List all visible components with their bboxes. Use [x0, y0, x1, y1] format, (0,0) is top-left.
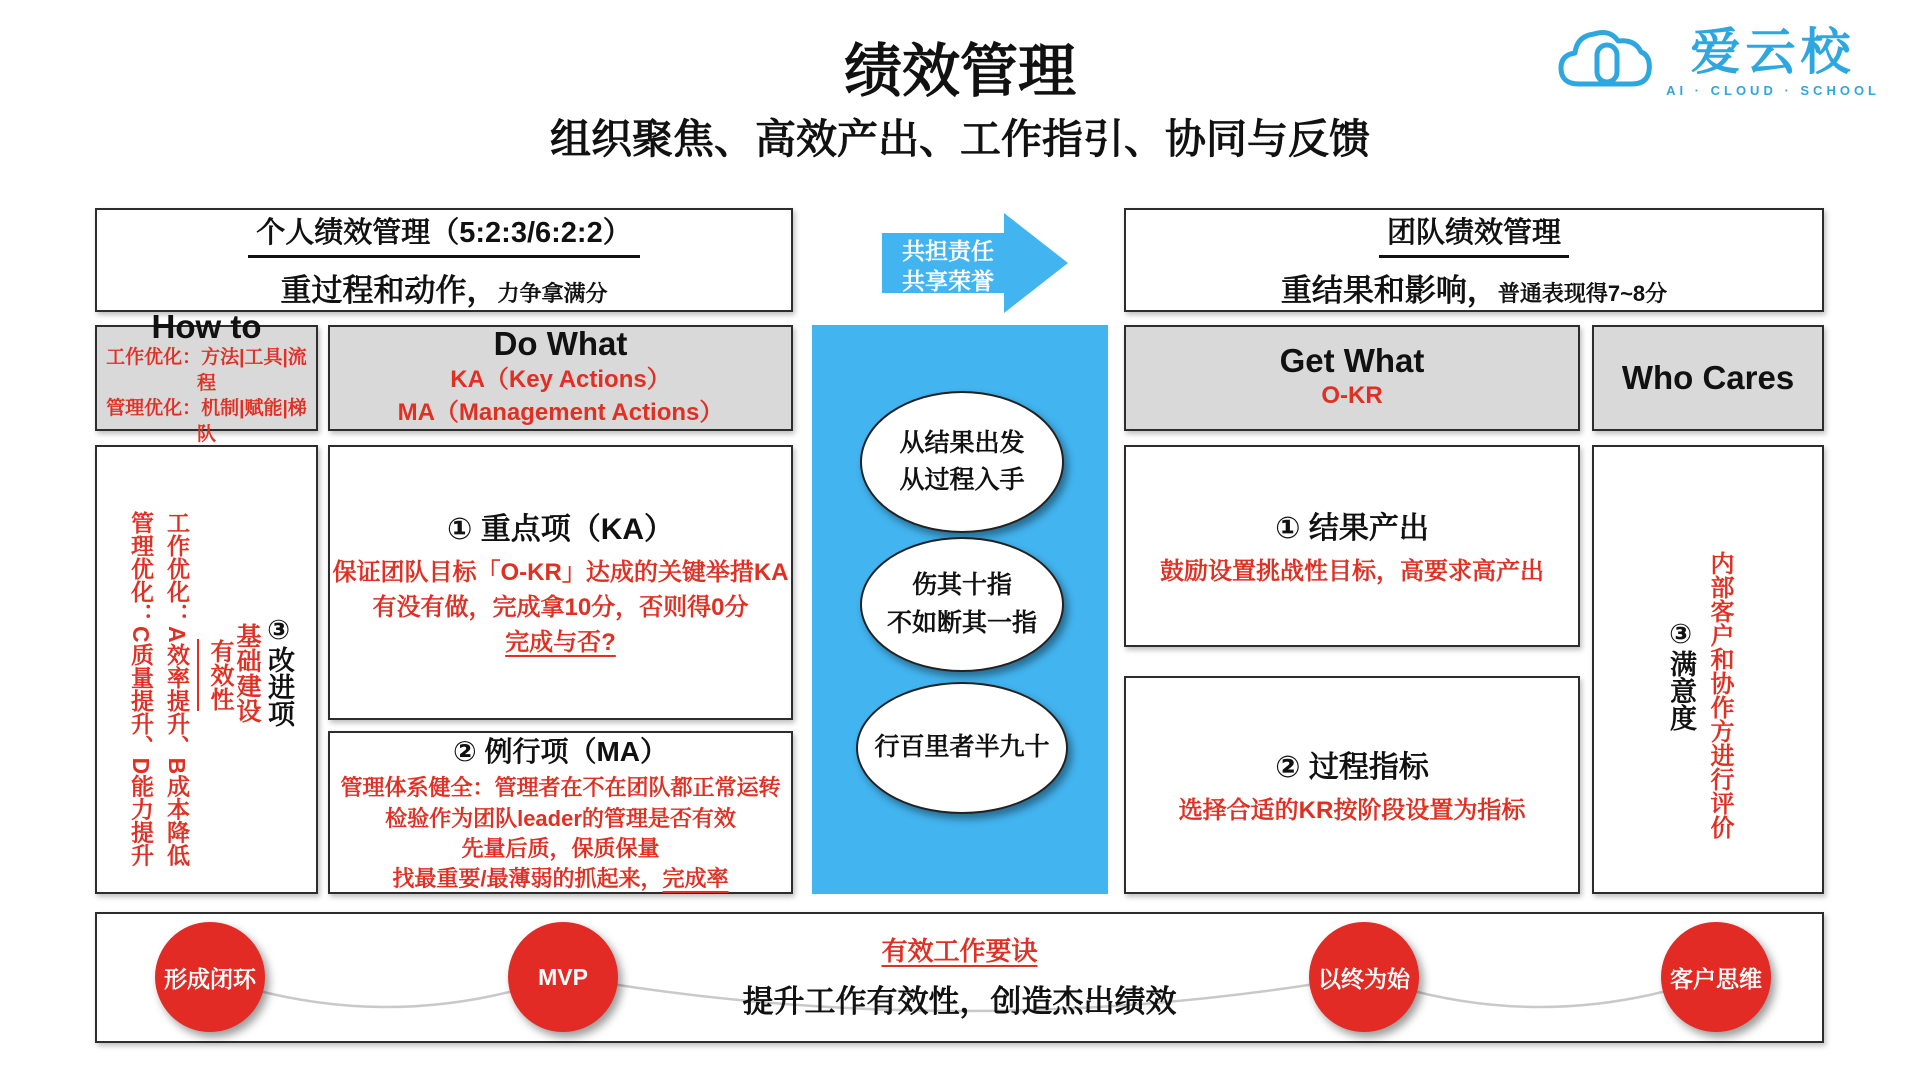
team-sub-strong: 重结果和影响， — [1280, 273, 1498, 308]
ma-line2: 检验作为团队leader的管理是否有效 — [385, 805, 736, 831]
circle-mvp: MVP — [508, 922, 618, 1032]
page-subtitle: 组织聚焦、高效产出、工作指引、协同与反馈 — [550, 116, 1370, 162]
personal-sub-note: 力争拿满分 — [497, 281, 608, 306]
ma-line4 — [392, 864, 728, 894]
how-to-body-box — [95, 445, 318, 894]
brand-name: 爱云校 — [1690, 24, 1856, 80]
team-performance-heading: 团队绩效管理 — [1379, 210, 1569, 258]
header-how-to — [95, 307, 318, 445]
arrow-line2: 共享荣誉 — [902, 268, 994, 295]
header-do-what — [328, 325, 793, 431]
brand-logo — [1554, 20, 1880, 105]
circle-closed-loop: 形成闭环 — [155, 922, 265, 1032]
personal-performance-heading: 个人绩效管理（5:2:3/6:2:2） — [248, 210, 639, 258]
how-to-title: How to — [151, 307, 262, 345]
ma-title: ② 例行项（MA） — [452, 736, 669, 768]
team-performance-sub — [1281, 265, 1667, 310]
how-to-foundation: 基础建设 — [233, 623, 261, 723]
principle-bubble-1 — [860, 391, 1064, 533]
process-indicator-box — [1124, 676, 1580, 894]
how-to-line1: 工作优化：方法|工具|流程 — [106, 346, 307, 394]
bottom-headline: 有效工作要诀 — [881, 936, 1038, 966]
ka-line1: 保证团队目标「O-KR」达成的关键举措KA — [332, 559, 789, 587]
ka-line3-underlined: 完成与否? — [505, 628, 616, 656]
team-sub-note: 普通表现得7~8分 — [1497, 281, 1668, 306]
bubble3-line1: 行百里者半九十 — [874, 733, 1050, 762]
team-performance-box — [1124, 208, 1824, 312]
who-cares-body-box — [1592, 445, 1824, 894]
personal-sub-strong: 重过程和动作， — [280, 273, 498, 308]
ma-line3: 先量后质，保质保量 — [461, 836, 660, 861]
process-title: ② 过程指标 — [1275, 750, 1429, 784]
principle-bubble-2 — [860, 537, 1064, 672]
management-actions-box — [328, 731, 793, 894]
how-to-line2: 管理优化：机制|赋能|梯队 — [106, 398, 307, 445]
bottom-subline: 提升工作有效性，创造杰出绩效 — [742, 984, 1177, 1019]
how-to-work-optimization: 工作优化：A效率提升、B成本降低 — [164, 511, 190, 867]
ma-line4-prefix: 找最重要/最薄弱的抓起来， — [392, 866, 663, 892]
get-what-title: Get What — [1279, 342, 1425, 380]
result-title: ① 结果产出 — [1275, 511, 1429, 545]
bubble2-line2: 不如断其一指 — [886, 608, 1037, 637]
cloud-school-icon — [1554, 20, 1654, 105]
page-title: 绩效管理 — [843, 39, 1076, 104]
ka-title: ① 重点项（KA） — [446, 513, 675, 547]
how-to-improvement-item: ③改进项 — [264, 615, 294, 727]
key-actions-box — [328, 445, 793, 720]
brand-text — [1666, 24, 1880, 98]
ka-line2: 有没有做，完成拿10分，否则得0分 — [372, 594, 749, 622]
how-to-effectiveness: 有效性 — [197, 639, 237, 711]
process-line1: 选择合适的KR按阶段设置为指标 — [1178, 796, 1526, 824]
circle-customer-mindset: 客户思维 — [1661, 922, 1771, 1032]
who-cares-satisfaction: ③满意度 — [1666, 619, 1696, 731]
who-cares-evaluation: 内部客户和协作方进行评价 — [1706, 551, 1733, 839]
personal-performance-sub — [280, 265, 607, 310]
result-line1: 鼓励设置挑战性目标，高要求高产出 — [1160, 557, 1544, 585]
do-what-line1: KA（Key Actions） — [450, 365, 671, 393]
circle-begin-with-end: 以终为始 — [1309, 922, 1419, 1032]
bottom-principles-bar — [95, 912, 1824, 1043]
get-what-line1: O-KR — [1321, 382, 1383, 410]
result-output-box — [1124, 445, 1580, 647]
bubble2-line1: 伤其十指 — [911, 571, 1012, 599]
bubble1-line1: 从结果出发 — [899, 428, 1025, 457]
brand-tagline: AI · CLOUD · SCHOOL — [1666, 83, 1880, 98]
personal-performance-box — [95, 208, 793, 312]
arrow-line1: 共担责任 — [902, 238, 994, 264]
how-to-manage-optimization: 管理优化：C质量提升、D能力提升 — [128, 511, 154, 867]
do-what-line2: MA（Management Actions） — [397, 399, 724, 427]
ma-line4-underlined: 完成率 — [662, 866, 729, 892]
principle-bubble-3 — [856, 682, 1068, 814]
arrow-text — [902, 236, 994, 297]
bottom-center-text — [97, 931, 1822, 1021]
do-what-title: Do What — [493, 325, 628, 363]
bubble1-line2: 从过程入手 — [899, 466, 1025, 494]
header-who-cares — [1592, 325, 1824, 431]
who-cares-title: Who Cares — [1621, 358, 1795, 396]
shared-responsibility-arrow — [882, 213, 1068, 313]
center-principles-column — [812, 325, 1108, 894]
ma-line1: 管理体系健全：管理者在不在团队都正常运转 — [340, 775, 781, 801]
header-get-what — [1124, 325, 1580, 431]
